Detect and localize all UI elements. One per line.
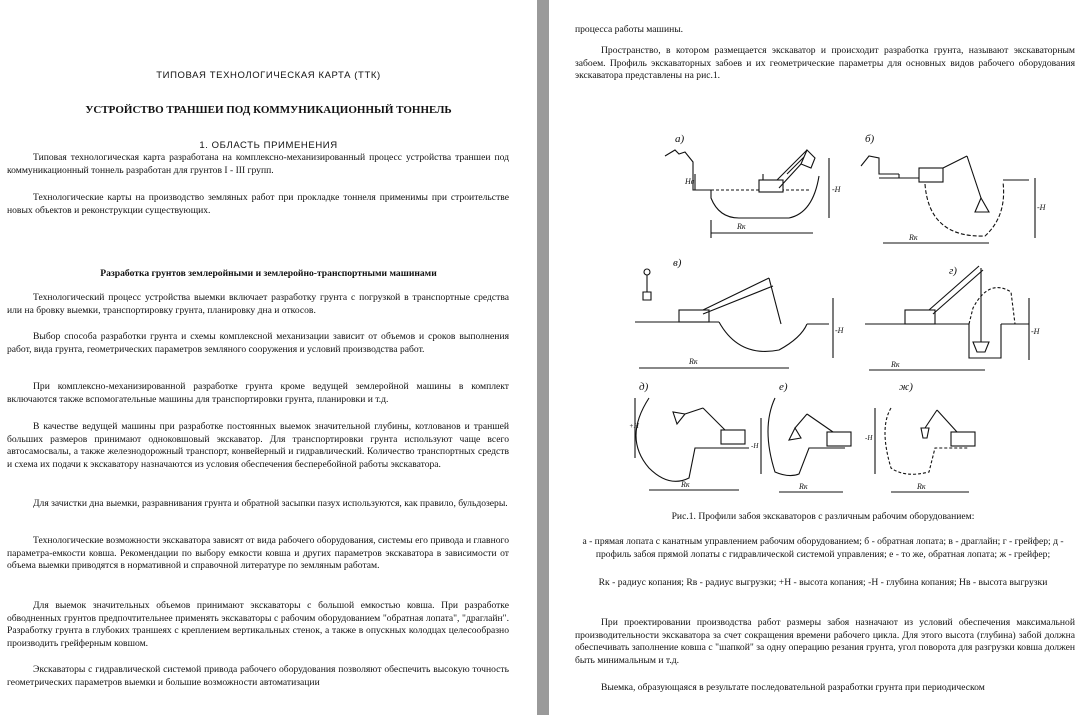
paragraph: При проектировании производства работ размеры забоя назначают из условий обеспечения максимальной производительности экскаватора за счет сокращения времени рабочего цикла. Для этого высота (глубина) забой должна обеспечивать заполнение ковша с "шапкой" за одну операцию резания грунта, угол поворота для разгрузки ковша должен быть минимальным и т.д. bbox=[575, 617, 1075, 666]
svg-text:Rк: Rк bbox=[689, 357, 698, 366]
svg-text:-H: -H bbox=[1037, 203, 1046, 212]
svg-text:Rк: Rк bbox=[737, 222, 746, 231]
paragraph: Технологические возможности экскаватора зависят от вида рабочего оборудования, системы его привода и главного параметра-емкости ковша. Рекомендации по выбору емкости ковша и других параметров экскаватора в зависимости от объема выемки приводятся в нормативной и справочной литературе по земляным работам. bbox=[7, 535, 509, 572]
excavator-face-profiles-figure bbox=[629, 128, 1069, 508]
paragraph: При комплексно-механизированной разработке грунта кроме ведущей землеройной машины в комплект включаются также вспомогательные машины для транспортировки грунта, планировки и т.д. bbox=[7, 381, 509, 405]
panel-d-hydraulic-shovel bbox=[629, 381, 749, 490]
panel-a-straight-shovel bbox=[665, 133, 842, 238]
paragraph: Технологический процесс устройства выемки включает разработку грунта с погрузкой в транспортные средства или на бровку выемки, транспортировку грунта, планировку дна и откосов. bbox=[7, 292, 509, 316]
document-title: УСТРОЙСТВО ТРАНШЕИ ПОД КОММУНИКАЦИОННЫЙ ТОННЕЛЬ bbox=[85, 104, 452, 116]
paragraph: Для зачистки дна выемки, разравнивания грунта и обратной засыпки пазух используются, как правило, бульдозеры. bbox=[33, 498, 508, 509]
section1-heading: 1. ОБЛАСТЬ ПРИМЕНЕНИЯ bbox=[199, 140, 338, 151]
paragraph: Для выемок значительных объемов принимают экскаваторы с большой емкостью ковша. При разработке обводненных грунтов предпочтительнее применять экскаваторы с рабочим оборудованием "обратная лопата", "драглайн". Разработку грунта в глубоких траншеях с креплением вертикальных стенок, а также в опускных колодцах целесообразно производить грейферным ковшом. bbox=[7, 600, 509, 649]
figure-legend: а - прямая лопата с канатным управлением рабочим оборудованием; б - обратная лопата; в - драглайн; г - грейфер; д - профиль забоя прямой лопаты с гидравлической системой управления; е - то же, обратная лопата; ж - грейфер; bbox=[582, 536, 1064, 560]
paragraph: процесса работы машины. bbox=[575, 24, 684, 35]
paragraph: Пространство, в котором размещается экскаватор и происходит разработка грунта, называют экскаваторным забоем. Профиль экскаваторных забоев и их геометрические параметры для основных видов рабочего оборудования экскаватора представлены на рис.1. bbox=[575, 45, 1075, 82]
panel-zh-hydraulic-grab bbox=[865, 381, 975, 492]
panel-label-zh: ж) bbox=[899, 381, 913, 393]
svg-text:Rк: Rк bbox=[917, 482, 926, 491]
panel-g-grab bbox=[865, 265, 1041, 370]
document-type: ТИПОВАЯ ТЕХНОЛОГИЧЕСКАЯ КАРТА (ТТК) bbox=[156, 70, 381, 81]
svg-text:Rк: Rк bbox=[681, 480, 690, 489]
svg-text:-H: -H bbox=[1031, 327, 1040, 336]
svg-text:-H: -H bbox=[751, 442, 759, 450]
svg-text:Rк: Rк bbox=[799, 482, 808, 491]
page-gutter bbox=[537, 0, 549, 715]
paragraph: Выемка, образующаяся в результате последовательной разработки грунта при периодическом bbox=[601, 682, 985, 693]
figure-legend-symbols: Rк - радиус копания; Rв - радиус выгрузки; +H - высота копания; -H - глубина копания; Hв - высота выгрузки bbox=[598, 577, 1048, 588]
svg-text:Rк: Rк bbox=[891, 360, 900, 369]
panel-label-d: д) bbox=[639, 381, 649, 393]
panel-e-hydraulic-backhoe bbox=[751, 381, 851, 492]
paragraph: Выбор способа разработки грунта и схемы комплексной механизации зависит от объемов и сроков выполнения работ, вида грунта, геометрических параметров земляного сооружения и условий производства работ. bbox=[7, 331, 509, 355]
paragraph: Экскаваторы с гидравлической системой привода рабочего оборудования позволяют обеспечить высокую точность геометрических параметров выемки и большие возможности автоматизации bbox=[7, 664, 509, 688]
svg-text:Hв: Hв bbox=[685, 177, 695, 186]
panel-label-e: е) bbox=[779, 381, 788, 393]
svg-text:-H: -H bbox=[865, 434, 873, 442]
panel-b-backhoe bbox=[861, 133, 1047, 243]
panel-label-a: а) bbox=[675, 133, 685, 145]
document-page-left bbox=[0, 0, 537, 715]
svg-text:+H: +H bbox=[629, 422, 639, 430]
panel-label-g: г) bbox=[949, 265, 957, 277]
panel-label-v: в) bbox=[673, 257, 682, 269]
paragraph: В качестве ведущей машины при разработке постоянных выемок значительной глубины, котлованов и траншей больших размеров принимают одноковшовый экскаватор. Для транспортировки грунта используют чаще всего автосамосвалы, а также железнодорожный транспорт, конвейерный и гидравлический. Количество транспортных средств и схема их подачи к экскаватору назначаются из условия обеспечения бесперебойной работы экскаватора. bbox=[7, 421, 509, 470]
figure-caption: Рис.1. Профили забоя экскаваторов с различным рабочим оборудованием: bbox=[671, 511, 975, 522]
document-page-right bbox=[549, 0, 1088, 715]
svg-text:-H: -H bbox=[832, 185, 841, 194]
section2-heading: Разработка грунтов землеройными и землеройно-транспортными машинами bbox=[100, 268, 437, 279]
panel-label-b: б) bbox=[865, 133, 875, 145]
paragraph: Технологические карты на производство земляных работ при прокладке тоннеля применимы при строительстве новых объектов и реконструкции существующих. bbox=[7, 192, 509, 216]
svg-text:-H: -H bbox=[835, 326, 844, 335]
paragraph: Типовая технологическая карта разработана на комплексно-механизированный процесс устройства траншеи под коммуникационный тоннель разработан для грунтов I - III групп. bbox=[7, 152, 509, 176]
svg-text:Rк: Rк bbox=[909, 233, 918, 242]
panel-v-dragline bbox=[635, 257, 845, 368]
